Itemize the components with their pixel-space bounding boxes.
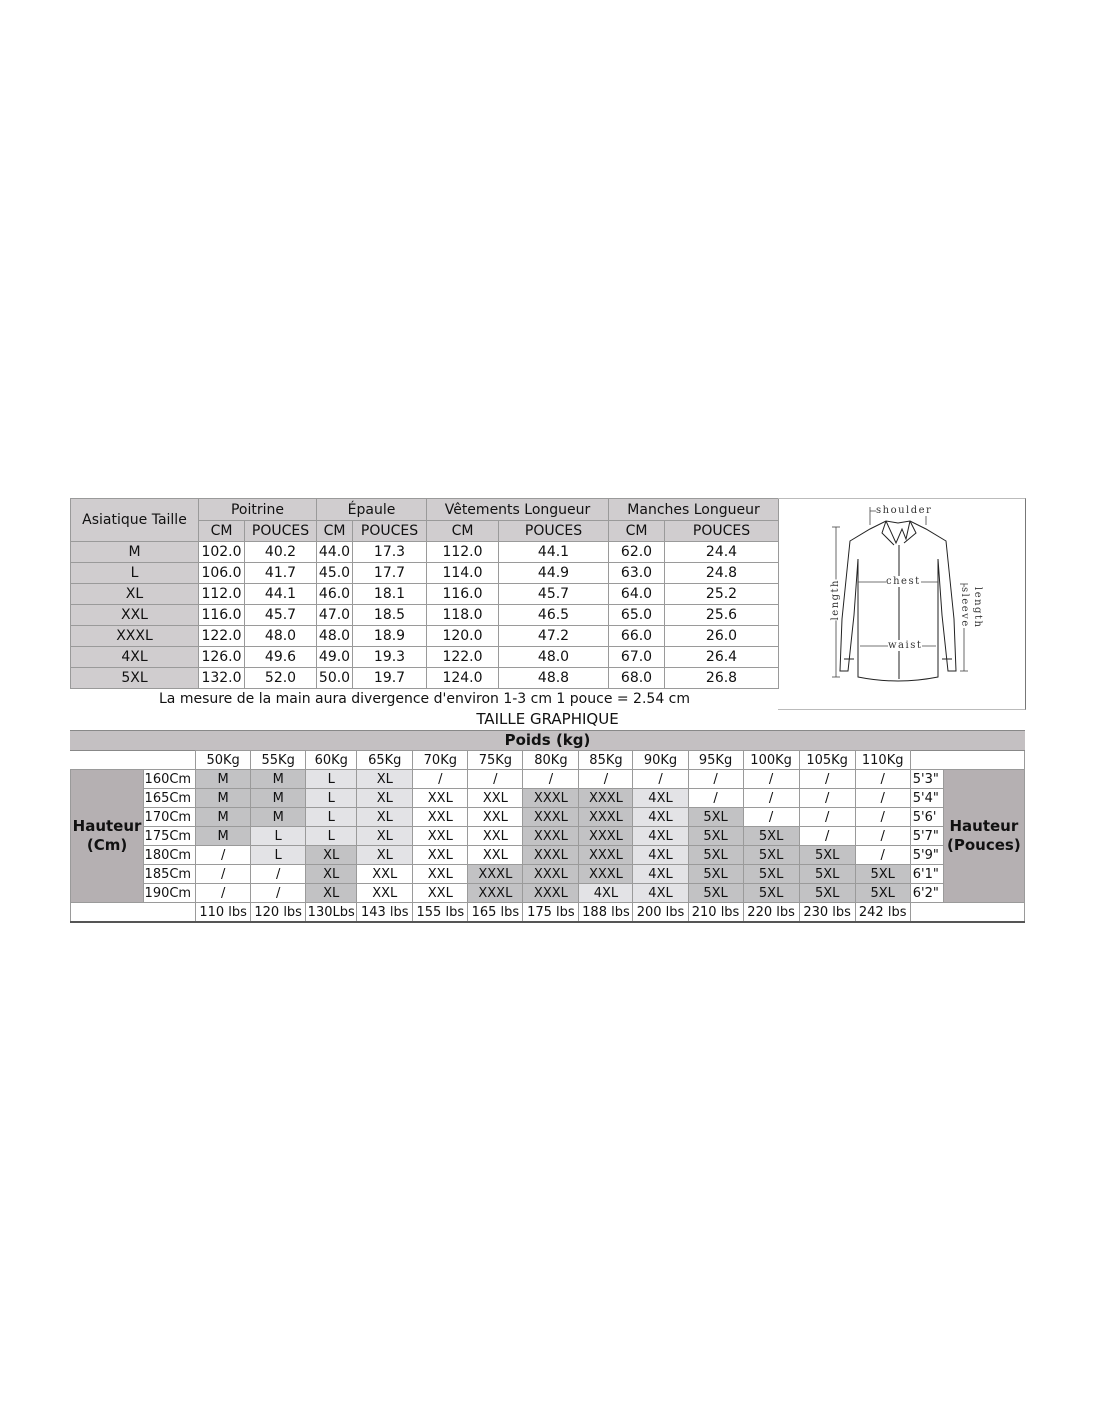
height-cm-cell: 160Cm	[144, 770, 196, 789]
height-cm-side-label: Hauteur (Cm)	[71, 770, 144, 903]
size-recommendation-cell: 4XL	[633, 789, 688, 808]
blank-cell	[910, 903, 1024, 923]
measurement-cell: 48.0	[499, 647, 609, 668]
height-in-cell: 5'3"	[910, 770, 943, 789]
weight-kg-cell: 80Kg	[523, 751, 579, 770]
size-recommendation-cell: /	[743, 789, 799, 808]
size-recommendation-cell: XXXL	[523, 808, 579, 827]
measurement-cell: 47.0	[317, 605, 353, 626]
height-row	[71, 808, 1025, 827]
measurement-cell: 44.1	[499, 542, 609, 563]
measurement-cell: 18.9	[353, 626, 427, 647]
size-row	[71, 542, 779, 563]
size-recommendation-cell: L	[306, 789, 357, 808]
height-cm-cell: 190Cm	[144, 884, 196, 903]
size-recommendation-cell: XXL	[413, 808, 468, 827]
measurement-cell: 44.1	[245, 584, 317, 605]
size-recommendation-cell: 4XL	[579, 884, 633, 903]
height-in-side-label: Hauteur (Pouces)	[943, 770, 1024, 903]
weight-lbs-cell: 220 lbs	[743, 903, 799, 923]
measurement-cell: 102.0	[199, 542, 245, 563]
measurement-cell: 45.7	[245, 605, 317, 626]
size-recommendation-cell: M	[251, 770, 306, 789]
weight-lbs-cell: 120 lbs	[251, 903, 306, 923]
weight-kg-cell: 100Kg	[743, 751, 799, 770]
weight-kg-cell: 60Kg	[306, 751, 357, 770]
measurement-cell: 120.0	[427, 626, 499, 647]
size-recommendation-cell: L	[251, 827, 306, 846]
blank-cell	[71, 751, 196, 770]
size-row	[71, 605, 779, 626]
size-recommendation-cell: XL	[357, 770, 413, 789]
size-recommendation-cell: XXL	[413, 865, 468, 884]
blank-cell	[910, 751, 1024, 770]
height-cm-cell: 170Cm	[144, 808, 196, 827]
size-recommendation-cell: M	[251, 808, 306, 827]
height-in-cell: 5'7"	[910, 827, 943, 846]
height-row	[71, 770, 1025, 789]
measurement-cell: 112.0	[427, 542, 499, 563]
size-recommendation-cell: M	[196, 789, 251, 808]
weight-lbs-cell: 200 lbs	[633, 903, 688, 923]
size-label: XXL	[71, 605, 199, 626]
measurement-cell: 18.5	[353, 605, 427, 626]
size-recommendation-cell: /	[855, 808, 910, 827]
weight-lbs-row	[71, 903, 1025, 923]
size-recommendation-cell: /	[799, 770, 855, 789]
size-recommendation-cell: XXXL	[579, 827, 633, 846]
unit-header: CM	[317, 521, 353, 542]
size-recommendation-cell: XXXL	[523, 827, 579, 846]
size-recommendation-cell: /	[196, 865, 251, 884]
measurement-cell: 62.0	[609, 542, 665, 563]
size-recommendation-cell: 4XL	[633, 884, 688, 903]
size-recommendation-cell: XL	[357, 827, 413, 846]
weight-kg-cell: 90Kg	[633, 751, 688, 770]
size-recommendation-cell: M	[196, 827, 251, 846]
shirt-diagram	[778, 498, 1026, 710]
size-recommendation-cell: 5XL	[799, 865, 855, 884]
size-row	[71, 626, 779, 647]
height-row	[71, 865, 1025, 884]
measurement-cell: 46.0	[317, 584, 353, 605]
size-recommendation-cell: XL	[357, 808, 413, 827]
measurement-cell: 46.5	[499, 605, 609, 626]
measurement-cell: 45.0	[317, 563, 353, 584]
waist-label: waist	[888, 640, 923, 651]
weight-kg-row	[71, 751, 1025, 770]
size-recommendation-cell: 5XL	[743, 884, 799, 903]
size-recommendation-cell: /	[579, 770, 633, 789]
height-cm-cell: 180Cm	[144, 846, 196, 865]
measurement-cell: 116.0	[427, 584, 499, 605]
size-recommendation-cell: XXL	[357, 884, 413, 903]
size-recommendation-cell: 5XL	[855, 884, 910, 903]
measurement-cell: 26.4	[665, 647, 779, 668]
size-recommendation-cell: L	[306, 770, 357, 789]
weight-lbs-cell: 165 lbs	[468, 903, 523, 923]
measurement-cell: 26.0	[665, 626, 779, 647]
size-recommendation-cell: XL	[357, 789, 413, 808]
size-label: XL	[71, 584, 199, 605]
size-row	[71, 647, 779, 668]
measurement-cell: 65.0	[609, 605, 665, 626]
size-recommendation-cell: /	[468, 770, 523, 789]
size-recommendation-cell: XXL	[413, 827, 468, 846]
weight-lbs-cell: 110 lbs	[196, 903, 251, 923]
weight-lbs-cell: 242 lbs	[855, 903, 910, 923]
size-recommendation-cell: XXXL	[579, 808, 633, 827]
measurement-cell: 48.0	[245, 626, 317, 647]
group-header-length: Vêtements Longueur	[427, 499, 609, 521]
size-recommendation-cell: 5XL	[743, 827, 799, 846]
size-row	[71, 563, 779, 584]
size-recommendation-cell: XL	[357, 846, 413, 865]
unit-header: POUCES	[665, 521, 779, 542]
measurement-cell: 25.2	[665, 584, 779, 605]
measurement-cell: 18.1	[353, 584, 427, 605]
size-recommendation-cell: L	[306, 827, 357, 846]
chest-label: chest	[886, 576, 921, 587]
size-recommendation-cell: 5XL	[688, 884, 743, 903]
measurement-cell: 17.3	[353, 542, 427, 563]
size-label: M	[71, 542, 199, 563]
size-recommendation-cell: M	[196, 770, 251, 789]
size-recommendation-cell: /	[799, 827, 855, 846]
size-recommendation-cell: /	[855, 770, 910, 789]
size-recommendation-cell: 5XL	[688, 808, 743, 827]
blank-cell	[71, 903, 196, 923]
height-in-cell: 6'1"	[910, 865, 943, 884]
size-recommendation-cell: M	[251, 789, 306, 808]
weight-lbs-cell: 175 lbs	[523, 903, 579, 923]
unit-header: POUCES	[245, 521, 317, 542]
weight-lbs-cell: 130Lbs	[306, 903, 357, 923]
size-recommendation-cell: XXL	[413, 884, 468, 903]
size-recommendation-cell: /	[196, 884, 251, 903]
measurement-cell: 25.6	[665, 605, 779, 626]
size-recommendation-cell: XL	[306, 846, 357, 865]
measurement-cell: 48.8	[499, 668, 609, 689]
size-recommendation-cell: /	[855, 789, 910, 808]
measurement-cell: 44.0	[317, 542, 353, 563]
chart-rows	[71, 770, 1025, 903]
size-recommendation-cell: 4XL	[633, 808, 688, 827]
measurement-cell: 66.0	[609, 626, 665, 647]
measurement-cell: 40.2	[245, 542, 317, 563]
weight-kg-cell: 95Kg	[688, 751, 743, 770]
size-recommendation-cell: XXXL	[468, 865, 523, 884]
measurement-cell: 132.0	[199, 668, 245, 689]
measurement-cell: 19.7	[353, 668, 427, 689]
size-recommendation-cell: /	[688, 789, 743, 808]
height-row	[71, 884, 1025, 903]
size-recommendation-cell: XXXL	[468, 884, 523, 903]
weight-kg-cell: 105Kg	[799, 751, 855, 770]
size-recommendation-cell: /	[743, 808, 799, 827]
weight-height-chart	[70, 750, 1025, 923]
measurement-cell: 50.0	[317, 668, 353, 689]
measurement-cell: 44.9	[499, 563, 609, 584]
size-recommendation-cell: 5XL	[743, 865, 799, 884]
size-recommendation-cell: /	[251, 884, 306, 903]
size-label: L	[71, 563, 199, 584]
measurement-cell: 19.3	[353, 647, 427, 668]
height-cm-cell: 165Cm	[144, 789, 196, 808]
height-cm-cell: 185Cm	[144, 865, 196, 884]
weight-kg-cell: 85Kg	[579, 751, 633, 770]
measurement-cell: 64.0	[609, 584, 665, 605]
weight-kg-cell: 70Kg	[413, 751, 468, 770]
measurement-cell: 49.6	[245, 647, 317, 668]
height-cm-cell: 175Cm	[144, 827, 196, 846]
size-recommendation-cell: XXL	[357, 865, 413, 884]
size-recommendation-cell: 5XL	[688, 846, 743, 865]
measurement-cell: 122.0	[427, 647, 499, 668]
chart-title: TAILLE GRAPHIQUE	[476, 710, 619, 728]
size-recommendation-cell: 4XL	[633, 846, 688, 865]
size-rows	[71, 542, 779, 689]
length-label: length	[830, 579, 841, 621]
measurement-cell: 49.0	[317, 647, 353, 668]
weight-lbs-cell: 155 lbs	[413, 903, 468, 923]
size-recommendation-cell: XXXL	[579, 865, 633, 884]
sleeve-length-label: length	[972, 587, 983, 629]
weight-lbs-cell: 210 lbs	[688, 903, 743, 923]
group-header-sleeve: Manches Longueur	[609, 499, 779, 521]
sleeve-label: sleeve	[959, 587, 970, 628]
unit-header: CM	[609, 521, 665, 542]
unit-header: POUCES	[499, 521, 609, 542]
height-row	[71, 846, 1025, 865]
size-recommendation-cell: XXXL	[523, 789, 579, 808]
measurement-cell: 41.7	[245, 563, 317, 584]
shirt-outline-icon	[778, 499, 1025, 709]
height-in-cell: 5'6'	[910, 808, 943, 827]
size-recommendation-cell: 5XL	[855, 865, 910, 884]
size-recommendation-cell: 5XL	[743, 846, 799, 865]
unit-header: POUCES	[353, 521, 427, 542]
size-recommendation-cell: XXL	[468, 846, 523, 865]
weight-kg-cell: 110Kg	[855, 751, 910, 770]
size-recommendation-cell: XXL	[468, 789, 523, 808]
measurement-cell: 68.0	[609, 668, 665, 689]
measurement-cell: 67.0	[609, 647, 665, 668]
size-recommendation-cell: /	[799, 789, 855, 808]
measurement-cell: 112.0	[199, 584, 245, 605]
size-recommendation-cell: XXXL	[579, 846, 633, 865]
measurement-cell: 116.0	[199, 605, 245, 626]
size-recommendation-cell: /	[633, 770, 688, 789]
size-recommendation-cell: /	[251, 865, 306, 884]
size-recommendation-cell: XXL	[413, 789, 468, 808]
size-recommendation-cell: L	[306, 808, 357, 827]
weight-lbs-cell: 143 lbs	[357, 903, 413, 923]
size-row	[71, 584, 779, 605]
measurement-cell: 26.8	[665, 668, 779, 689]
size-recommendation-cell: XXL	[413, 846, 468, 865]
measurement-cell: 52.0	[245, 668, 317, 689]
size-recommendation-cell: 5XL	[688, 865, 743, 884]
size-recommendation-cell: /	[855, 846, 910, 865]
height-row	[71, 789, 1025, 808]
size-recommendation-cell: XXL	[468, 827, 523, 846]
weight-kg-cell: 75Kg	[468, 751, 523, 770]
weight-kg-cell: 65Kg	[357, 751, 413, 770]
size-recommendation-cell: 5XL	[688, 827, 743, 846]
size-recommendation-cell: XL	[306, 865, 357, 884]
weight-kg-cell: 50Kg	[196, 751, 251, 770]
size-recommendation-cell: /	[855, 827, 910, 846]
shoulder-label: shoulder	[876, 505, 933, 516]
size-recommendation-cell: /	[523, 770, 579, 789]
unit-header: CM	[427, 521, 499, 542]
measurement-cell: 126.0	[199, 647, 245, 668]
size-label: 5XL	[71, 668, 199, 689]
asian-size-header: Asiatique Taille	[71, 499, 199, 542]
height-in-cell: 5'4"	[910, 789, 943, 808]
measurement-cell: 114.0	[427, 563, 499, 584]
group-header-shoulder: Épaule	[317, 499, 427, 521]
height-in-cell: 5'9"	[910, 846, 943, 865]
size-recommendation-cell: 5XL	[799, 846, 855, 865]
weight-lbs-cell: 230 lbs	[799, 903, 855, 923]
measurement-cell: 106.0	[199, 563, 245, 584]
measurement-cell: 17.7	[353, 563, 427, 584]
size-recommendation-cell: 4XL	[633, 827, 688, 846]
size-recommendation-cell: /	[799, 808, 855, 827]
size-recommendation-cell: XXL	[468, 808, 523, 827]
weight-header: Poids (kg)	[70, 730, 1025, 751]
measurement-cell: 47.2	[499, 626, 609, 647]
size-recommendation-cell: XXXL	[579, 789, 633, 808]
size-measurement-table	[70, 498, 779, 709]
weight-lbs-cell: 188 lbs	[579, 903, 633, 923]
size-row	[71, 668, 779, 689]
weight-kg-cell: 55Kg	[251, 751, 306, 770]
measurement-cell: 118.0	[427, 605, 499, 626]
size-recommendation-cell: M	[196, 808, 251, 827]
height-in-cell: 6'2"	[910, 884, 943, 903]
group-header-chest: Poitrine	[199, 499, 317, 521]
measurement-cell: 24.4	[665, 542, 779, 563]
measurement-cell: 48.0	[317, 626, 353, 647]
measurement-cell: 45.7	[499, 584, 609, 605]
unit-header: CM	[199, 521, 245, 542]
measurement-cell: 63.0	[609, 563, 665, 584]
size-recommendation-cell: XL	[306, 884, 357, 903]
measurement-cell: 122.0	[199, 626, 245, 647]
size-recommendation-cell: XXXL	[523, 846, 579, 865]
size-recommendation-cell: XXXL	[523, 884, 579, 903]
size-recommendation-cell: XXXL	[523, 865, 579, 884]
height-row	[71, 827, 1025, 846]
size-recommendation-cell: /	[743, 770, 799, 789]
size-recommendation-cell: 5XL	[799, 884, 855, 903]
size-recommendation-cell: L	[251, 846, 306, 865]
size-label: 4XL	[71, 647, 199, 668]
size-recommendation-cell: 4XL	[633, 865, 688, 884]
measurement-note: La mesure de la main aura divergence d'environ 1-3 cm 1 pouce = 2.54 cm	[71, 689, 779, 710]
measurement-cell: 24.8	[665, 563, 779, 584]
size-label: XXXL	[71, 626, 199, 647]
size-recommendation-cell: /	[413, 770, 468, 789]
size-recommendation-cell: /	[688, 770, 743, 789]
size-recommendation-cell: /	[196, 846, 251, 865]
measurement-cell: 124.0	[427, 668, 499, 689]
